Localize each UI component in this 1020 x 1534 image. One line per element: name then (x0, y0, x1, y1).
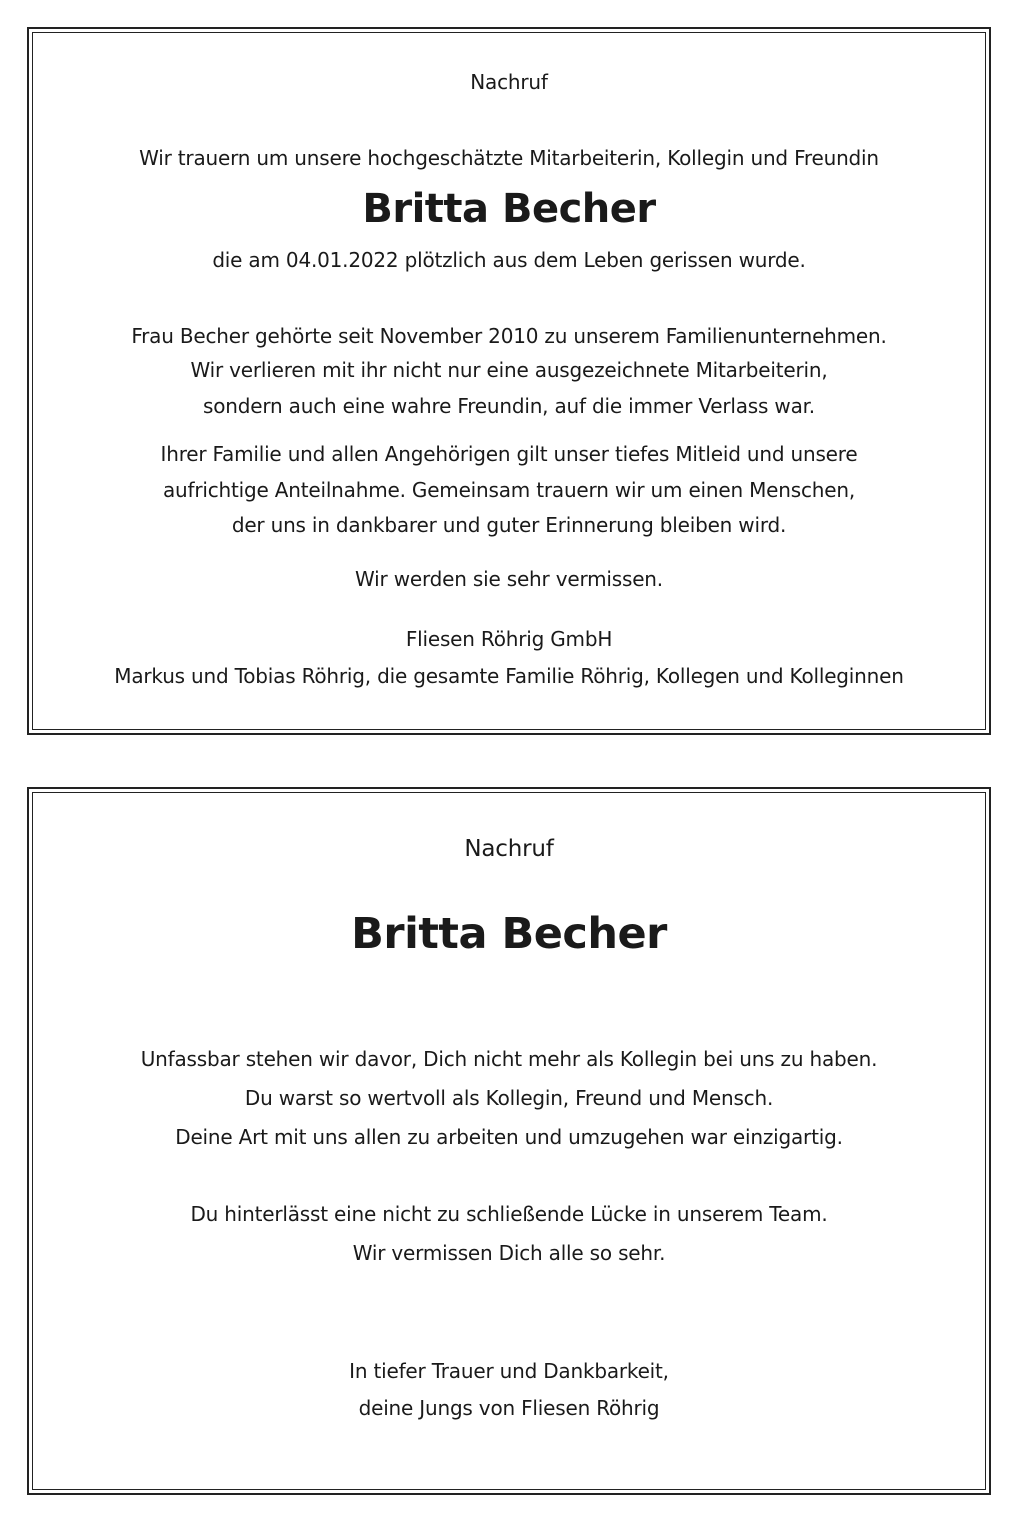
signature-line: In tiefer Trauer und Dankbarkeit, (349, 1359, 669, 1383)
signatories-line: Markus und Tobias Röhrig, die gesamte Familie Röhrig, Kollegen und Kolleginnen (114, 664, 904, 688)
closing-line: Wir werden sie sehr vermissen. (355, 567, 663, 591)
paragraph-line: Deine Art mit uns allen zu arbeiten und umzugehen war einzigartig. (175, 1125, 843, 1149)
company-name: Fliesen Röhrig GmbH (405, 627, 613, 651)
paragraph-line: Du warst so wertvoll als Kollegin, Freund und Mensch. (244, 1086, 774, 1110)
paragraph-line: aufrichtige Anteilnahme. Gemeinsam trauern wir um einen Menschen, (162, 478, 855, 502)
paragraph-line: Du hinterlässt eine nicht zu schließende Lücke in unserem Team. (190, 1202, 828, 1226)
notice-heading: Nachruf (470, 70, 548, 94)
deceased-name: Britta Becher (362, 186, 656, 232)
obituary-notice-colleagues (27, 787, 991, 1495)
notice-frame (32, 792, 986, 1490)
paragraph-line: Ihrer Familie und allen Angehörigen gilt unser tiefes Mitleid und unsere (160, 442, 858, 466)
death-date-line: die am 04.01.2022 plötzlich aus dem Leben gerissen wurde. (212, 248, 806, 272)
notice-frame (32, 32, 986, 730)
paragraph-line: sondern auch eine wahre Freundin, auf die immer Verlass war. (203, 394, 815, 418)
paragraph-line: Wir vermissen Dich alle so sehr. (352, 1241, 666, 1265)
obituary-notice-company (27, 27, 991, 735)
paragraph-line: Wir verlieren mit ihr nicht nur eine ausgezeichnete Mitarbeiterin, (190, 358, 828, 382)
notice-heading: Nachruf (464, 836, 554, 862)
paragraph-line: der uns in dankbarer und guter Erinnerung bleiben wird. (231, 513, 787, 537)
paragraph-line: Frau Becher gehörte seit November 2010 zu unserem Familienunternehmen. (131, 324, 887, 348)
intro-line: Wir trauern um unsere hochgeschätzte Mitarbeiterin, Kollegin und Freundin (139, 146, 879, 170)
deceased-name: Britta Becher (351, 909, 667, 959)
paragraph-line: Unfassbar stehen wir davor, Dich nicht mehr als Kollegin bei uns zu haben. (140, 1047, 878, 1071)
signature-line: deine Jungs von Fliesen Röhrig (358, 1396, 660, 1420)
